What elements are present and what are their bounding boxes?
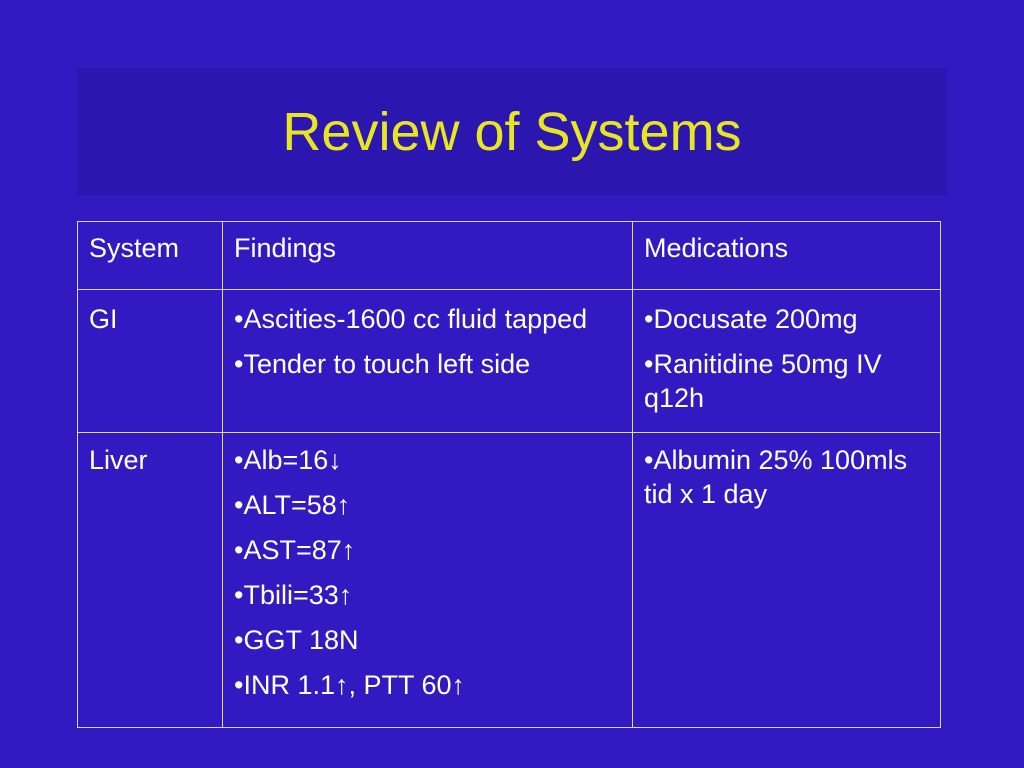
slide-title: Review of Systems	[282, 101, 742, 162]
title-bar	[77, 68, 947, 195]
medication-item: •Docusate 200mg	[644, 304, 858, 334]
finding-item: •Tender to touch left side	[234, 349, 531, 379]
header-medications: Medications	[633, 222, 941, 290]
finding-item: •Ascities-1600 cc fluid tapped	[234, 304, 588, 334]
finding-item: •ALT=58↑	[234, 490, 351, 520]
findings-cell-gi	[223, 290, 633, 433]
review-of-systems-table	[77, 221, 941, 728]
medications-cell-liver	[633, 433, 941, 728]
finding-item: •INR 1.1↑, PTT 60↑	[234, 670, 466, 700]
system-cell-liver: Liver	[78, 433, 223, 728]
header-findings: Findings	[223, 222, 633, 290]
table-row-liver	[78, 433, 941, 728]
finding-item: •GGT 18N	[234, 625, 359, 655]
finding-item: •Alb=16↓	[234, 445, 342, 475]
system-cell-gi: GI	[78, 290, 223, 433]
header-system: System	[78, 222, 223, 290]
table-header-row	[78, 222, 941, 290]
table-row-gi	[78, 290, 941, 433]
finding-item: •AST=87↑	[234, 535, 356, 565]
medication-item: •Albumin 25% 100mls tid x 1 day	[644, 445, 908, 509]
finding-item: •Tbili=33↑	[234, 580, 353, 610]
medication-item: •Ranitidine 50mg IV q12h	[644, 349, 882, 413]
medications-cell-gi	[633, 290, 941, 433]
findings-cell-liver	[223, 433, 633, 728]
